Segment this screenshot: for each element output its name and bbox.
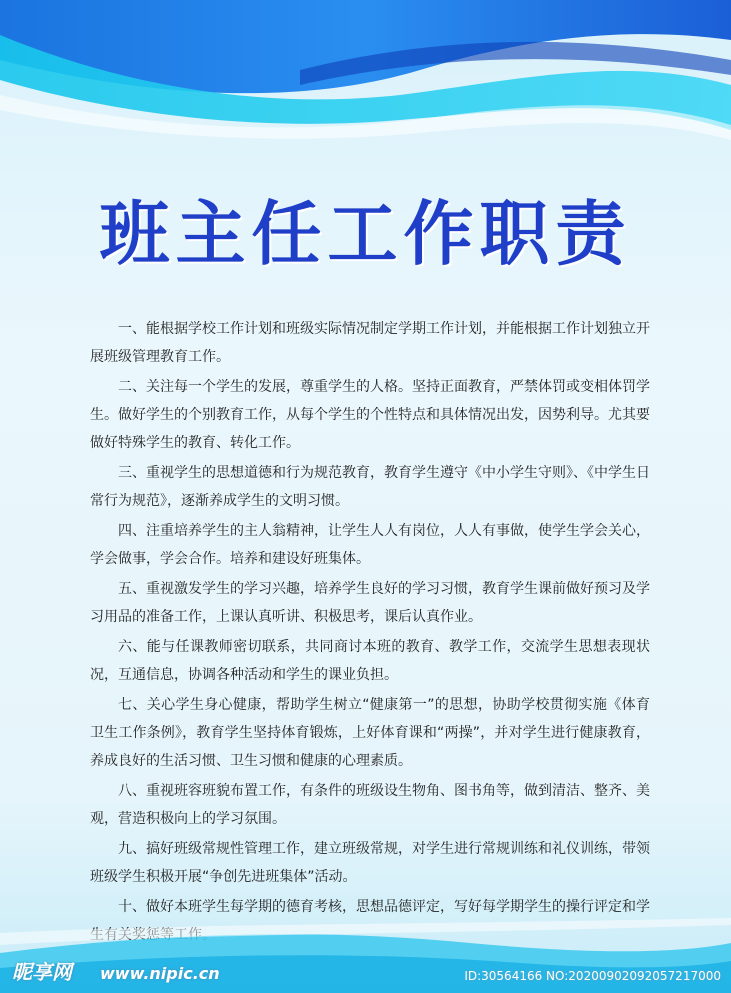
watermark-id: ID:30564166 NO:20200902092057217000 xyxy=(464,969,721,983)
duty-item: 二、关注每一个学生的发展，尊重学生的人格。坚持正面教育，严禁体罚或变相体罚学生。做好学生的个别教育工作，从每个学生的个性特点和具体情况出发，因势利导。尤其要做好特殊学生的教育、转化工作。 xyxy=(90,379,650,451)
duty-item: 四、注重培养学生的主人翁精神，让学生人人有岗位，人人有事做，使学生学会关心，学会做事，学会合作。培养和建设好班集体。 xyxy=(90,523,650,567)
watermark-bar xyxy=(0,957,731,993)
duties-list xyxy=(90,315,650,951)
duty-item: 五、重视激发学生的学习兴趣，培养学生良好的学习习惯，教育学生课前做好预习及学习用品的准备工作，上课认真听讲、积极思考，课后认真作业。 xyxy=(90,581,650,625)
duty-item: 六、能与任课教师密切联系，共同商讨本班的教育、教学工作，交流学生思想表现状况，互通信息，协调各种活动和学生的课业负担。 xyxy=(90,639,650,683)
duty-item: 三、重视学生的思想道德和行为规范教育，教育学生遵守《中小学生守则》、《中学生日常行为规范》，逐渐养成学生的文明习惯。 xyxy=(90,465,650,509)
top-wave-decoration xyxy=(0,0,731,150)
page-title: 班主任工作职责 xyxy=(99,192,632,275)
duty-item: 一、能根据学校工作计划和班级实际情况制定学期工作计划，并能根据工作计划独立开展班级管理教育工作。 xyxy=(90,321,650,365)
duty-item: 八、重视班容班貌布置工作，有条件的班级设生物角、图书角等，做到清洁、整齐、美观，营造积极向上的学习氛围。 xyxy=(90,783,650,827)
duty-item: 七、关心学生身心健康，帮助学生树立“健康第一”的思想，协助学校贯彻实施《体育卫生工作条例》，教育学生坚持体育锻炼，上好体育课和“两操”，并对学生进行健康教育，养成良好的生活习惯、卫生习惯和健康的心理素质。 xyxy=(90,697,650,769)
duty-item: 九、搞好班级常规性管理工作，建立班级常规，对学生进行常规训练和礼仪训练，带领班级学生积极开展“争创先进班集体”活动。 xyxy=(90,841,650,885)
watermark-logo: 昵享网 xyxy=(12,960,72,984)
watermark-url: www.nipic.cn xyxy=(100,964,220,983)
duty-item: 十、做好本班学生每学期的德育考核，思想品德评定，写好每学期学生的操行评定和学 xyxy=(118,899,650,915)
